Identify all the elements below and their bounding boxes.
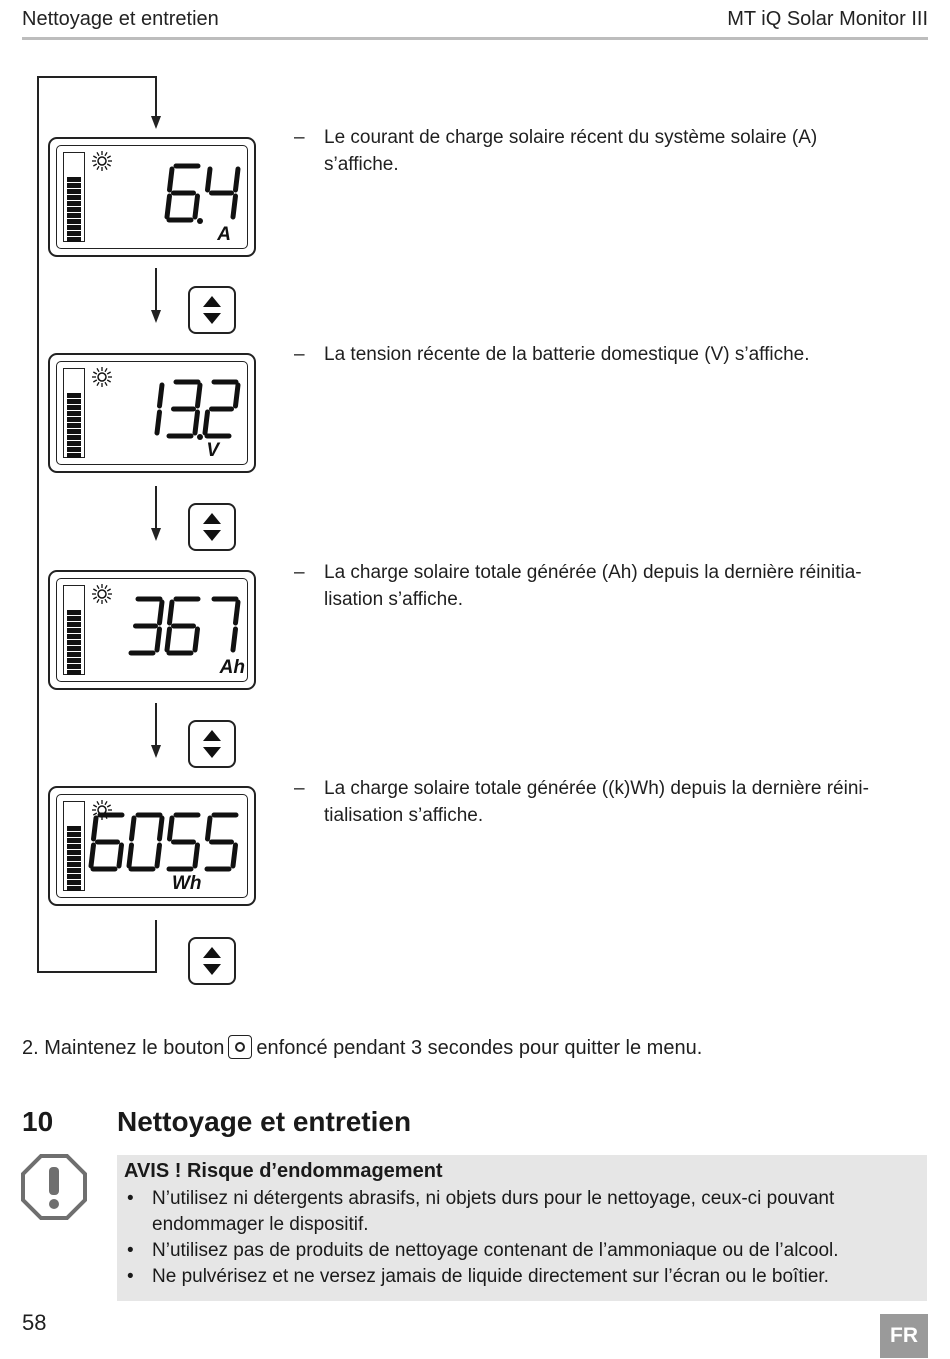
notice-list <box>123 1186 923 1290</box>
lcd-unit: Ah <box>219 657 245 678</box>
gauge-segment <box>67 429 81 434</box>
section-number: 10 <box>22 1106 54 1137</box>
gauge-segment <box>67 862 81 867</box>
step-number: 2. <box>22 1037 39 1059</box>
gauge-segment <box>67 213 81 218</box>
gauge-segment <box>67 225 81 230</box>
gauge-segment <box>67 616 81 621</box>
gauge-segment <box>67 646 81 651</box>
loop-line-top <box>37 76 157 78</box>
gauge-segment <box>67 622 81 627</box>
gauge-segment <box>67 886 81 891</box>
gauge-segment <box>67 826 81 831</box>
gauge-segment <box>67 441 81 446</box>
dash: – <box>294 562 305 583</box>
up-down-arrows-icon <box>190 939 234 983</box>
lcd-unit: V <box>206 440 219 461</box>
lcd-display-voltage <box>48 353 256 473</box>
gauge-segment <box>67 832 81 837</box>
dash: – <box>294 778 305 799</box>
gauge-segment <box>67 844 81 849</box>
description-voltage: – La tension récente de la batterie domestique (V) s’affiche. <box>294 341 924 368</box>
section-title: Nettoyage et entretien <box>117 1106 412 1137</box>
arrow-down-icon <box>148 486 164 542</box>
lcd-value <box>81 809 241 875</box>
sun-icon <box>91 366 113 388</box>
running-header-product: MT iQ Solar Monitor III <box>727 8 928 30</box>
loop-line-return <box>155 920 157 973</box>
description-ah: – La charge solaire totale générée (Ah) depuis la dernière réinitia- lisation s’affiche. <box>294 559 924 613</box>
lcd-display-ah <box>48 570 256 690</box>
gauge-segment <box>67 838 81 843</box>
gauge-segment <box>67 610 81 615</box>
updown-button[interactable] <box>188 503 236 551</box>
list-item: • N’utilisez pas de produits de nettoyage contenant de l’ammoniaque ou de l’alcool. <box>127 1240 839 1261</box>
header-rule <box>22 37 928 40</box>
notice-box <box>117 1155 927 1301</box>
language-badge: FR <box>880 1314 928 1358</box>
up-down-arrows-icon <box>190 505 234 549</box>
set-button-icon <box>228 1035 252 1059</box>
description-current: – Le courant de charge solaire récent du système solaire (A) s’affiche. <box>294 124 924 178</box>
gauge-segment <box>67 189 81 194</box>
sun-icon <box>91 583 113 605</box>
arrow-down-icon <box>148 703 164 759</box>
arrow-down-icon <box>148 268 164 324</box>
gauge-segment <box>67 447 81 452</box>
updown-button[interactable] <box>188 286 236 334</box>
lcd-value <box>121 593 241 659</box>
gauge-segment <box>67 664 81 669</box>
gauge-segment <box>67 880 81 885</box>
gauge-segment <box>67 393 81 398</box>
gauge-segment <box>67 237 81 242</box>
gauge-segment <box>67 453 81 458</box>
gauge-segment <box>67 195 81 200</box>
warning-octagon-icon <box>20 1153 88 1221</box>
lcd-display-current <box>48 137 256 257</box>
battery-gauge-icon <box>63 585 85 675</box>
gauge-segment <box>67 652 81 657</box>
arrow-down-icon <box>148 76 164 130</box>
step-text-after: enfoncé pendant 3 secondes pour quitter le menu. <box>256 1037 703 1059</box>
dash: – <box>294 344 305 365</box>
loop-line-left <box>37 76 39 973</box>
gauge-segment <box>67 231 81 236</box>
page-number: 58 <box>22 1310 47 1335</box>
step-2 <box>22 1035 702 1060</box>
gauge-segment <box>67 417 81 422</box>
list-item: • N’utilisez ni détergents abrasifs, ni objets durs pour le nettoyage, ceux-ci pouvant endommager le dispositif. <box>127 1188 835 1235</box>
description-wh: – La charge solaire totale générée ((k)Wh) depuis la dernière réini- tialisation s’affiche. <box>294 775 924 829</box>
gauge-segment <box>67 219 81 224</box>
gauge-segment <box>67 405 81 410</box>
gauge-segment <box>67 658 81 663</box>
updown-button[interactable] <box>188 937 236 985</box>
gauge-segment <box>67 177 81 182</box>
gauge-segment <box>67 874 81 879</box>
gauge-segment <box>67 856 81 861</box>
step-text-before: Maintenez le bouton <box>44 1037 225 1059</box>
up-down-arrows-icon <box>190 722 234 766</box>
gauge-segment <box>67 201 81 206</box>
lcd-unit: A <box>217 224 231 245</box>
updown-button[interactable] <box>188 720 236 768</box>
gauge-segment <box>67 183 81 188</box>
gauge-segment <box>67 640 81 645</box>
loop-line-bottom <box>37 971 157 973</box>
gauge-segment <box>67 435 81 440</box>
gauge-segment <box>67 868 81 873</box>
list-item: • Ne pulvérisez et ne versez jamais de liquide directement sur l’écran ou le boîtier. <box>127 1266 829 1287</box>
gauge-segment <box>67 207 81 212</box>
gauge-segment <box>67 411 81 416</box>
gauge-segment <box>67 628 81 633</box>
sun-icon <box>91 150 113 172</box>
lcd-unit: Wh <box>172 873 202 894</box>
gauge-segment <box>67 634 81 639</box>
lcd-display-wh <box>48 786 256 906</box>
gauge-segment <box>67 423 81 428</box>
battery-gauge-icon <box>63 368 85 458</box>
gauge-segment <box>67 850 81 855</box>
lcd-value <box>151 160 241 226</box>
dash: – <box>294 127 305 148</box>
up-down-arrows-icon <box>190 288 234 332</box>
notice-title: AVIS ! Risque d’endommagement <box>124 1160 443 1182</box>
running-header-section: Nettoyage et entretien <box>22 8 219 30</box>
lcd-value <box>131 376 241 442</box>
gauge-segment <box>67 670 81 675</box>
battery-gauge-icon <box>63 152 85 242</box>
gauge-segment <box>67 399 81 404</box>
